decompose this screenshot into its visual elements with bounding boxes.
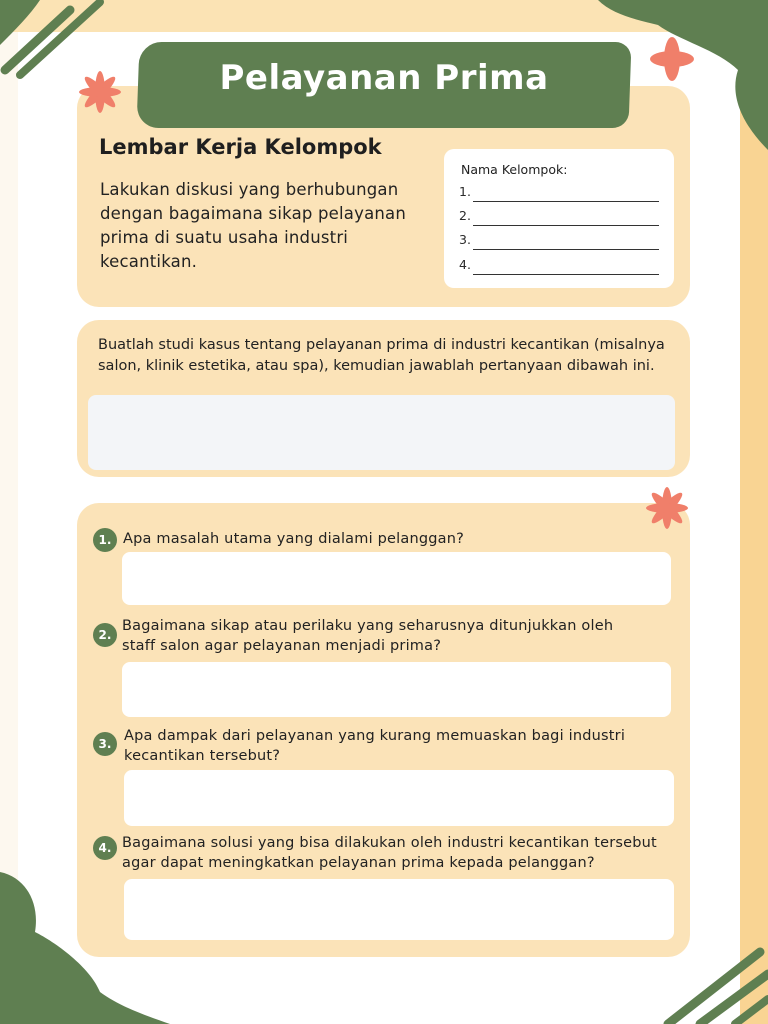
question-text: Bagaimana sikap atau perilaku yang seharusnya ditunjukkan oleh staff salon agar pelayanan menjadi prima? — [122, 618, 614, 654]
group-member-blank — [473, 201, 659, 202]
intro-instructions: Lakukan diskusi yang berhubungan dengan bagaimana sikap pelayanan prima di suatu usaha industri kecantikan. — [100, 180, 407, 271]
group-member-number: 4. — [459, 257, 471, 272]
question-number-badge: 4. — [93, 836, 117, 860]
worksheet-heading: Lembar Kerja Kelompok — [99, 135, 382, 159]
group-member-field[interactable] — [459, 182, 659, 202]
case-study-instructions: Buatlah studi kasus tentang pelayanan prima di industri kecantikan (misalnya salon, klinik estetika, atau spa), kemudian jawablah pertanyaan dibawah ini. — [98, 337, 665, 374]
background-right-band — [740, 0, 768, 1024]
question-text: Bagaimana solusi yang bisa dilakukan oleh industri kecantikan tersebut agar dapat meningkatkan pelayanan prima kepada pelanggan? — [122, 835, 657, 871]
group-member-field[interactable] — [459, 206, 659, 226]
group-member-number: 3. — [459, 232, 471, 247]
question-number-badge: 3. — [93, 732, 117, 756]
group-names-title: Nama Kelompok: — [461, 162, 568, 177]
question-number-badge: 1. — [93, 528, 117, 552]
answer-box[interactable] — [124, 770, 674, 826]
flower-icon — [649, 34, 695, 84]
answer-box[interactable] — [122, 662, 671, 717]
group-member-field[interactable] — [459, 255, 659, 275]
answer-box[interactable] — [124, 879, 674, 940]
group-member-number: 2. — [459, 208, 471, 223]
flower-icon — [644, 486, 690, 530]
leaf-icon — [0, 0, 110, 80]
question-number-badge: 2. — [93, 623, 117, 647]
group-member-blank — [473, 225, 659, 226]
question-text: Apa masalah utama yang dialami pelanggan? — [123, 531, 465, 547]
leaf-icon — [660, 944, 768, 1024]
group-member-blank — [473, 249, 659, 250]
page-title: Pelayanan Prima — [219, 58, 549, 98]
case-study-answer-box[interactable] — [88, 395, 675, 470]
group-member-field[interactable] — [459, 230, 659, 250]
group-member-blank — [473, 274, 659, 275]
question-text: Apa dampak dari pelayanan yang kurang memuaskan bagi industri kecantikan tersebut? — [124, 728, 626, 764]
flower-icon — [78, 70, 122, 114]
group-member-number: 1. — [459, 184, 471, 199]
answer-box[interactable] — [122, 552, 671, 605]
